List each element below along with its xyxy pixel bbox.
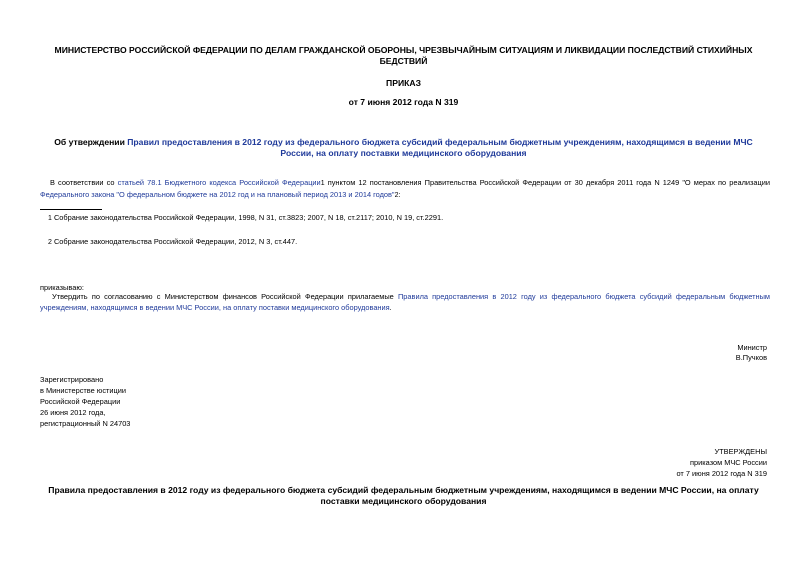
- preamble-text-1: В соответствии со: [50, 178, 118, 187]
- footnote-mark-1[interactable]: 1: [320, 180, 325, 187]
- signature-name: В.Пучков: [735, 353, 767, 362]
- footnote-2-text: Собрание законодательства Российской Федерации, 2012, N 3, ст.447.: [51, 237, 298, 246]
- order-title: ПРИКАЗ: [386, 78, 421, 88]
- footnote-2-mark: 2: [48, 239, 52, 246]
- approved-line: УТВЕРЖДЕНЫ: [714, 447, 767, 456]
- footnote-divider: [40, 209, 102, 210]
- registration-line: регистрационный N 24703: [40, 419, 131, 428]
- ministry-heading: МИНИСТЕРСТВО РОССИЙСКОЙ ФЕДЕРАЦИИ ПО ДЕЛАМ ГРАЖДАНСКОЙ ОБОРОНЫ, ЧРЕЗВЫЧАЙНЫМ СИТУАЦИЯМ И ЛИКВИДАЦИИ ПОСЛЕДСТВИЙ СТИХИЙНЫХ БЕДСТВИЙ: [54, 45, 753, 66]
- approve-suffix: .: [389, 303, 392, 312]
- footnote-2: [48, 236, 297, 248]
- subject-rules-link[interactable]: Правил предоставления в 2012 году из федерального бюджета субсидий федеральным бюджетным учреждениям, находящимся в ведении МЧС России, на оплату поставки медицинского оборудования: [127, 137, 753, 158]
- federal-budget-law-link[interactable]: Федерального закона "О федеральном бюджете на 2012 год и на плановый период 2013 и 2014 годов": [40, 190, 395, 199]
- registration-line: Российской Федерации: [40, 397, 121, 406]
- orders-word: приказываю:: [40, 283, 84, 292]
- footnote-1-text: Собрание законодательства Российской Федерации, 1998, N 31, ст.3823; 2007, N 18, ст.2117; 2010, N 19, ст.2291.: [51, 213, 444, 222]
- preamble-text-2: пунктом 12 постановления Правительства Российской Федерации от 30 декабря 2011 года N 1249 "О мерах по реализации: [324, 178, 770, 187]
- order-subject: [40, 137, 767, 159]
- order-date: от 7 июня 2012 года N 319: [348, 97, 459, 107]
- approved-line: от 7 июня 2012 года N 319: [676, 469, 767, 478]
- approved-line: приказом МЧС России: [690, 458, 767, 467]
- budget-code-article-link[interactable]: статьей 78.1 Бюджетного кодекса Российской Федерации: [117, 178, 321, 187]
- signature-title: Министр: [737, 343, 767, 352]
- footnote-mark-2[interactable]: 2: [394, 192, 399, 199]
- registration-line: в Министерстве юстиции: [40, 386, 127, 395]
- footnote-1-mark: 1: [48, 215, 52, 222]
- approve-paragraph: [40, 291, 770, 313]
- preamble-text-3: :: [398, 190, 401, 199]
- preamble-paragraph: [40, 177, 770, 201]
- approved-block: [676, 446, 767, 479]
- approve-rules-link[interactable]: Правила предоставления в 2012 году из федерального бюджета субсидий федеральным бюджетным учреждениям, находящимся в ведении МЧС России, на оплату поставки медицинского оборудования: [40, 292, 770, 312]
- approve-prefix: Утвердить по согласованию с Министерством финансов Российской Федерации прилагаемые: [52, 292, 398, 301]
- rules-title: Правила предоставления в 2012 году из федерального бюджета субсидий федеральным бюджетным учреждениям, находящимся в ведении МЧС России, на оплату поставки медицинского оборудования: [48, 485, 759, 506]
- footnote-1: [48, 212, 443, 224]
- subject-prefix: Об утверждении: [54, 137, 128, 147]
- registration-line: Зарегистрировано: [40, 375, 104, 384]
- registration-line: 26 июня 2012 года,: [40, 408, 106, 417]
- registration-block: [40, 374, 130, 429]
